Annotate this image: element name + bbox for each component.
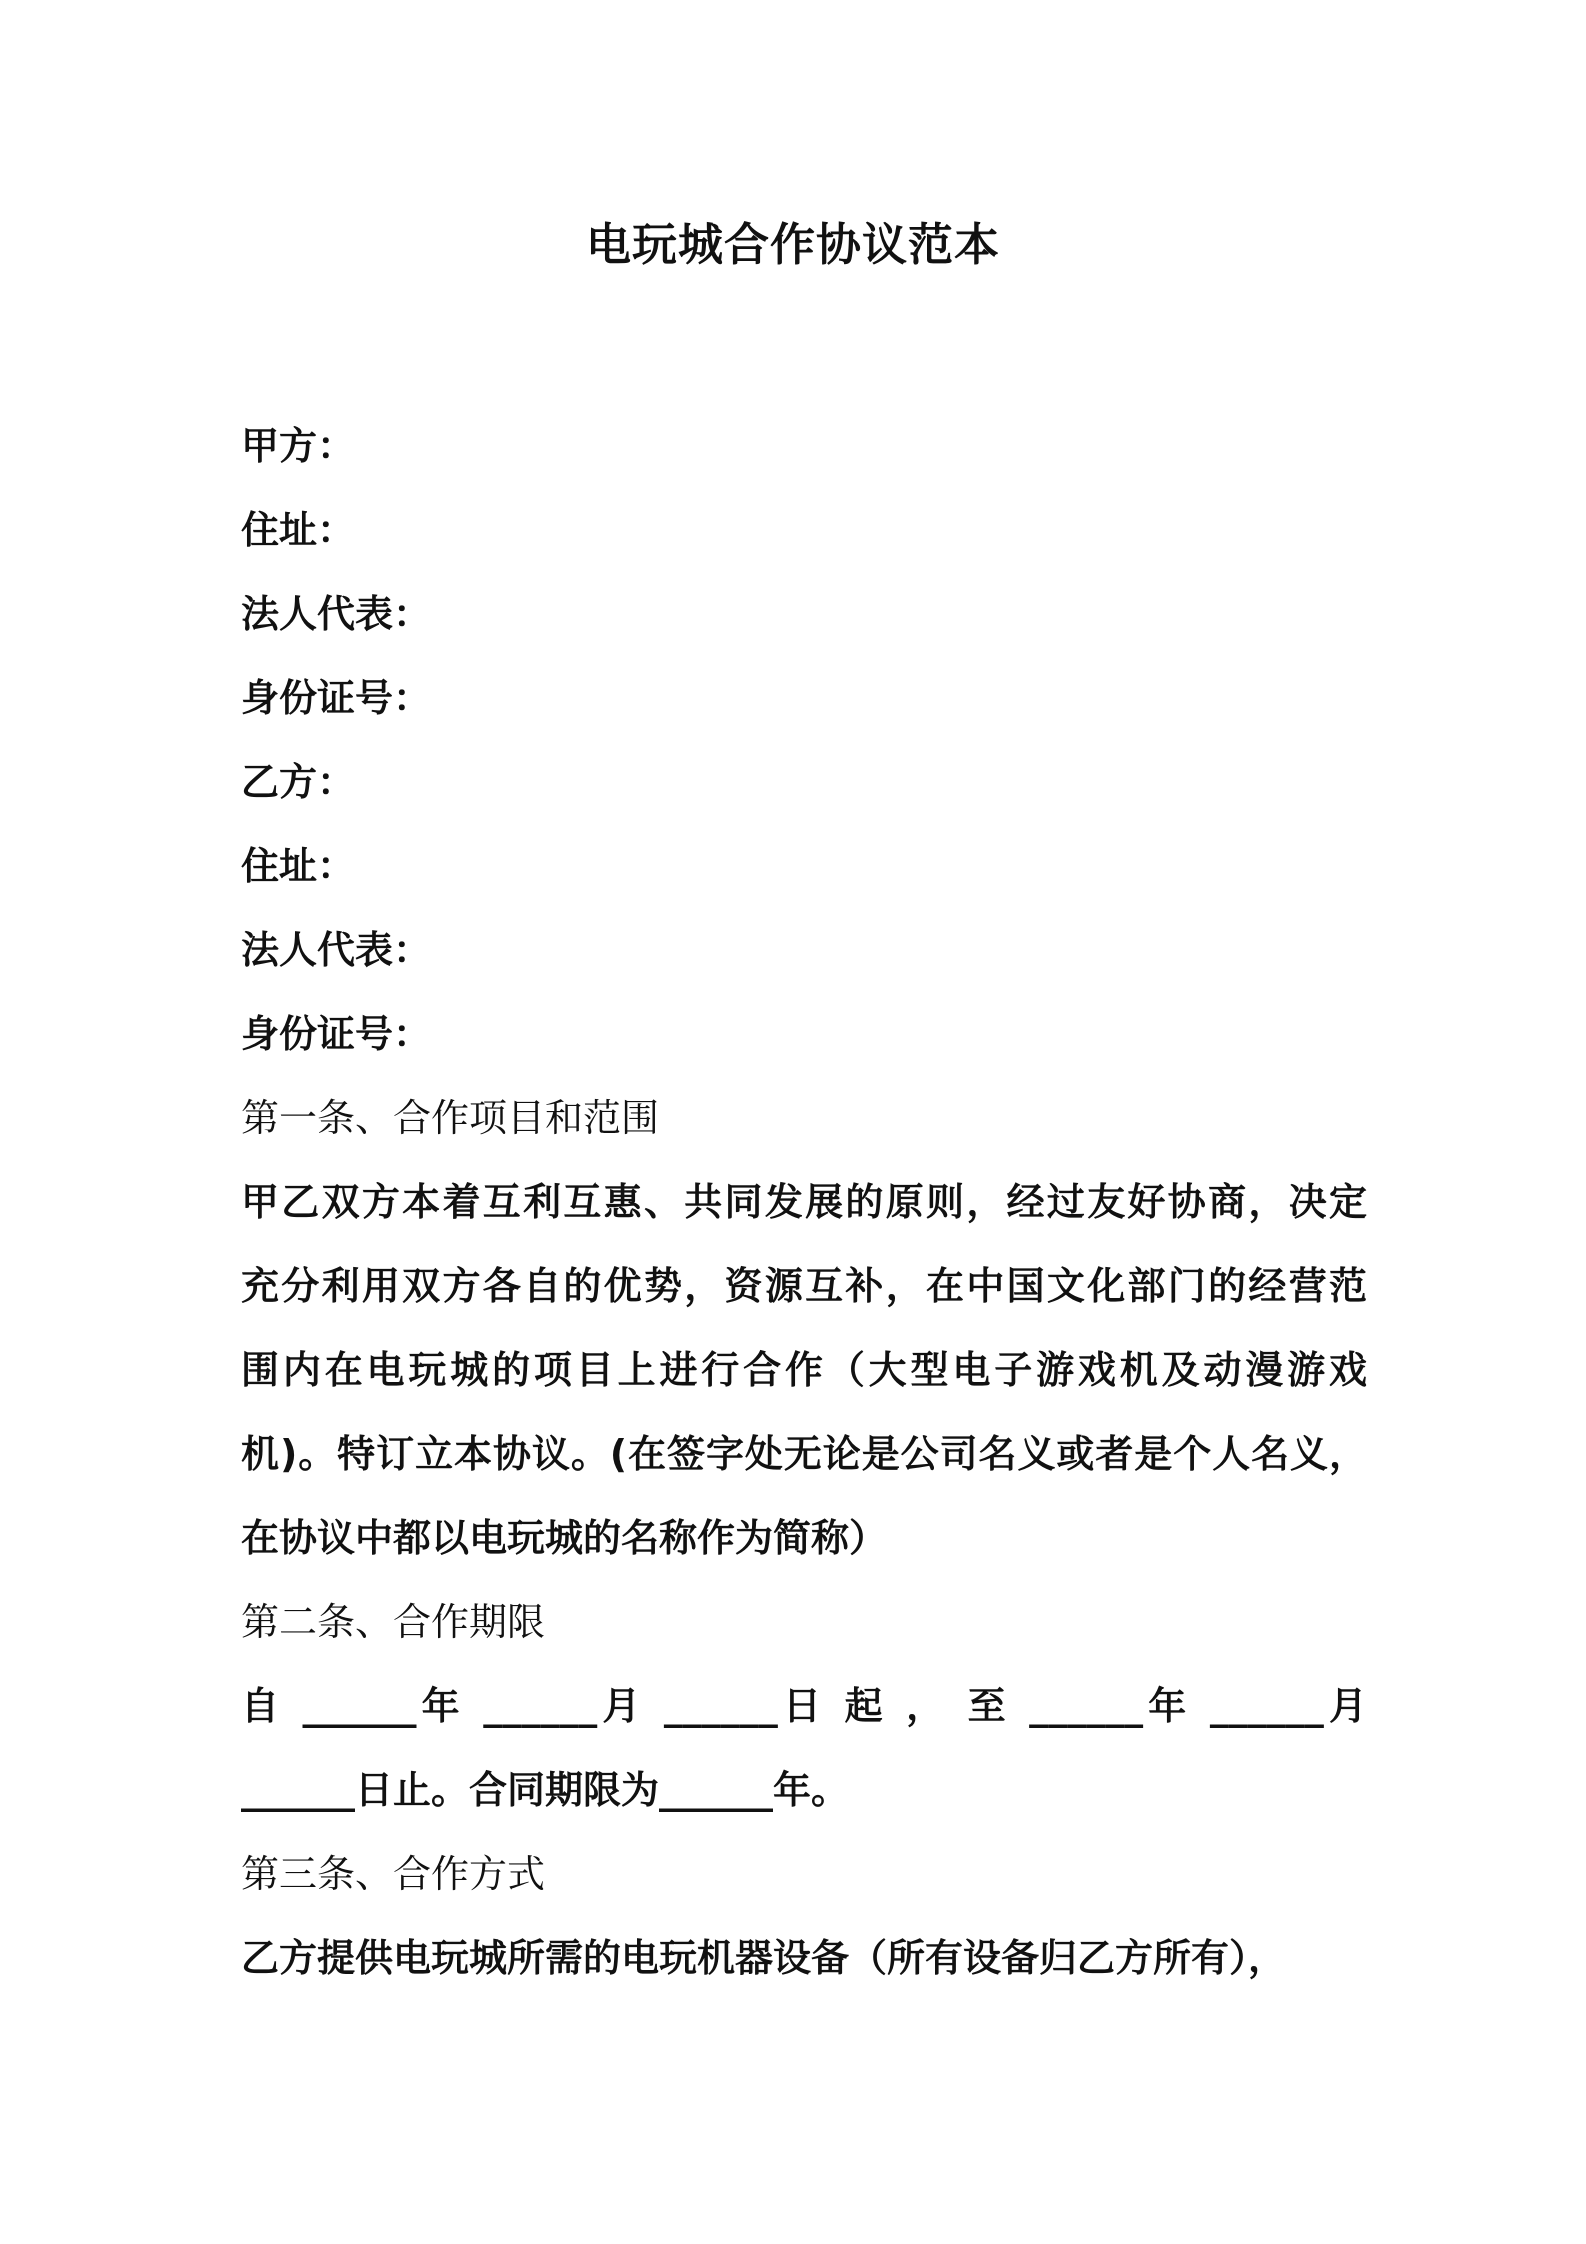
party-a-id-label: 身份证号： — [241, 676, 432, 720]
party-b-id-label: 身份证号： — [241, 1012, 432, 1056]
article-1-line: 在协议中都以电玩城的名称作为简称） — [241, 1516, 888, 1560]
article-2-line: 自 ______年 ______月 ______日 起 ， 至 ______年 ______月 — [241, 1684, 1367, 1728]
article-1-line: 充分利用双方各自的优势，资源互补，在中国文化部门的经营范 — [241, 1264, 1367, 1308]
article-3-heading: 第三条、合作方式 — [241, 1852, 546, 1896]
article-1-line: 机)。特订立本协议。(在签字处无论是公司名义或者是个人名义， — [241, 1432, 1367, 1476]
party-a-legal-rep-label: 法人代表： — [241, 592, 432, 636]
article-2-heading: 第二条、合作期限 — [241, 1600, 546, 1644]
party-b-address-label: 住址： — [241, 844, 356, 888]
party-a-label: 甲方： — [241, 424, 356, 468]
party-b-legal-rep-label: 法人代表： — [241, 928, 432, 972]
document-body — [241, 404, 1367, 2000]
article-2-line: ______日止。合同期限为______年。 — [241, 1768, 850, 1812]
article-1-paragraph — [241, 1160, 1367, 1580]
article-3-paragraph — [241, 1916, 1367, 2000]
party-b-label: 乙方： — [241, 760, 356, 804]
document-title: 电玩城合作协议范本 — [585, 218, 1000, 271]
article-1-heading: 第一条、合作项目和范围 — [241, 1096, 660, 1140]
article-1-line: 甲乙双方本着互利互惠、共同发展的原则，经过友好协商，决定 — [241, 1180, 1367, 1224]
article-1-line: 围内在电玩城的项目上进行合作（大型电子游戏机及动漫游戏 — [241, 1348, 1367, 1392]
article-3-line: 乙方提供电玩城所需的电玩机器设备（所有设备归乙方所有）， — [241, 1936, 1287, 1980]
party-a-address-label: 住址： — [241, 508, 356, 552]
article-2-paragraph — [241, 1664, 1367, 1832]
